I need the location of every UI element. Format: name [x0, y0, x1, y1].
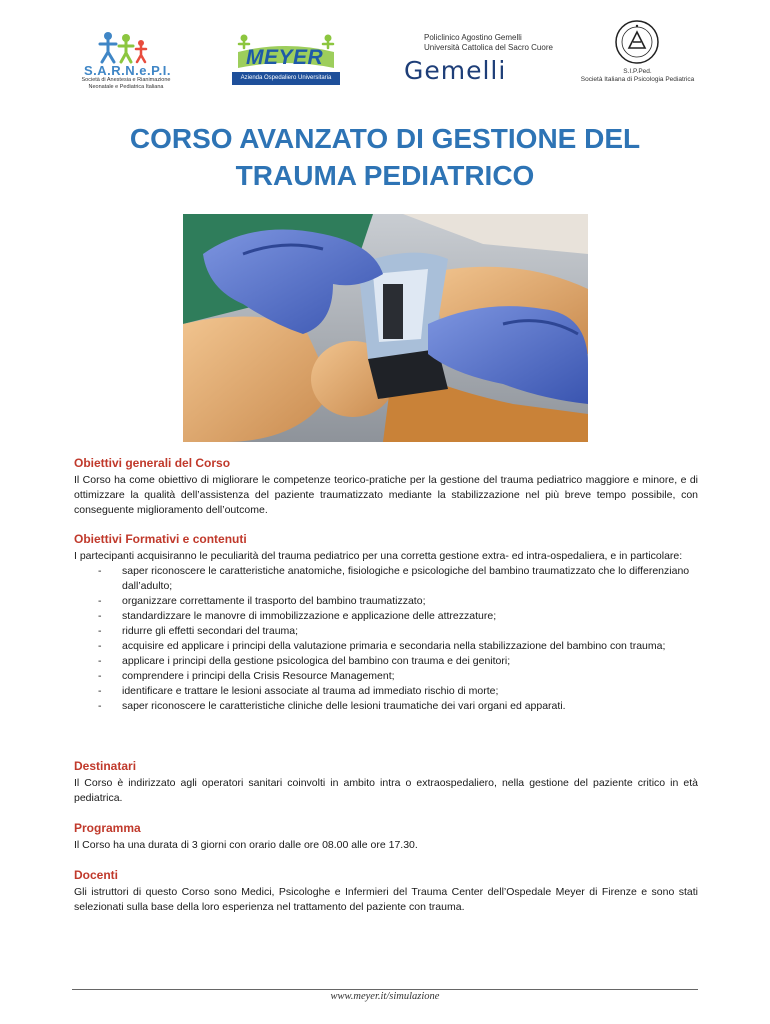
manikin-immobilization-image: [183, 214, 588, 442]
title-line-2: TRAUMA PEDIATRICO: [235, 160, 535, 191]
section-programma: [74, 821, 698, 853]
heading-docenti: Docenti: [74, 868, 119, 882]
footer-url: www.meyer.it/simulazione: [330, 991, 440, 1002]
section-obiettivi-generali: [74, 456, 698, 518]
list-item: - saper riconoscere le caratteristiche cliniche delle lesioni traumatiche dei vari organi ed apparati.: [98, 700, 566, 712]
heading-obiettivi-formativi: Obiettivi Formativi e contenuti: [74, 532, 247, 546]
list-item: - saper riconoscere le caratteristiche anatomiche, fisiologiche e psicologiche del bambino traumatizzato che lo differenziano dall’adulto;: [98, 565, 690, 592]
title-line-1: CORSO AVANZATO DI GESTIONE DEL: [129, 123, 641, 154]
list-item: - acquisire ed applicare i principi della valutazione primaria e secondaria nella stabilizzazione del bambino con trauma;: [98, 640, 666, 652]
page-title: [60, 120, 710, 194]
sarnepi-figures-icon: [70, 30, 182, 64]
text-obiettivi-formativi-intro: I partecipanti acquisiranno le peculiarità del trauma pediatrico per una corretta gestione extra- ed intra-ospedaliera, e in particolare:: [74, 550, 683, 562]
sarnepi-subtitle: Società di Anestesia e Rianimazione Neonatale e Pediatrica Italiana: [81, 77, 171, 90]
section-destinatari: [74, 759, 698, 806]
trauma-training-photo: [183, 214, 588, 442]
sip-line2: Società Italiana di Psicologia Pediatrica: [580, 76, 695, 83]
gemelli-line2: Università Cattolica del Sacro Cuore: [424, 43, 553, 52]
obiettivi-formativi-list: [74, 564, 698, 714]
list-item: - identificare e trattare le lesioni associate al trauma ad immediato rischio di morte;: [98, 685, 499, 697]
heading-destinatari: Destinatari: [74, 759, 137, 773]
sarnepi-name: S.A.R.N.e.P.I.: [84, 63, 171, 78]
meyer-logo: [232, 32, 340, 86]
gemelli-name: Gemelli: [404, 56, 507, 85]
footer-divider: [72, 989, 698, 990]
list-item: - ridurre gli effetti secondari del trauma;: [98, 625, 299, 637]
heading-programma: Programma: [74, 821, 141, 835]
sip-logo: [575, 18, 700, 88]
list-item: - organizzare correttamente il trasporto del bambino traumatizzato;: [98, 595, 426, 607]
section-docenti: [74, 868, 698, 915]
text-obiettivi-generali: Il Corso ha come obiettivo di migliorare le competenze teorico-pratiche per la gestione del trauma pediatrico maggiore e minore, e di ottimizzare la qualità dell’assistenza del paziente traumatizzato mediante la stabilizzazione nel più breve tempo possibile, con conseguente miglioramento dell’outcome.: [74, 474, 698, 516]
list-item: - applicare i principi della gestione psicologica del bambino con trauma e dei genitori;: [98, 655, 511, 667]
text-programma: Il Corso ha una durata di 3 giorni con orario dalle ore 08.00 alle ore 17.30.: [74, 839, 418, 851]
gemelli-logo: [400, 30, 560, 86]
sip-line1: S.I.P.Ped.: [623, 68, 652, 75]
meyer-subtitle: Azienda Ospedaliero Universitaria: [232, 72, 340, 85]
gemelli-line1: Policlinico Agostino Gemelli: [424, 33, 522, 42]
text-destinatari: Il Corso è indirizzato agli operatori sanitari coinvolti in ambito intra o extraospedaliero, nella gestione del paziente critico in età pediatrica.: [74, 777, 698, 804]
list-item: - standardizzare le manovre di immobilizzazione e applicazione delle attrezzature;: [98, 610, 497, 622]
heading-obiettivi-generali: Obiettivi generali del Corso: [74, 456, 231, 470]
meyer-name: MEYER: [246, 46, 324, 69]
sarnepi-logo: [70, 30, 182, 88]
text-docenti: Gli istruttori di questo Corso sono Medici, Psicologhe e Infermieri del Trauma Center dell’Ospedale Meyer di Firenze e sono stati selezionati sulla base della loro esperienza nel trattamento del paziente con trauma.: [74, 886, 698, 913]
section-obiettivi-formativi: [74, 532, 698, 714]
sip-emblem-icon: [613, 18, 661, 66]
list-item: - comprendere i principi della Crisis Resource Management;: [98, 670, 395, 682]
